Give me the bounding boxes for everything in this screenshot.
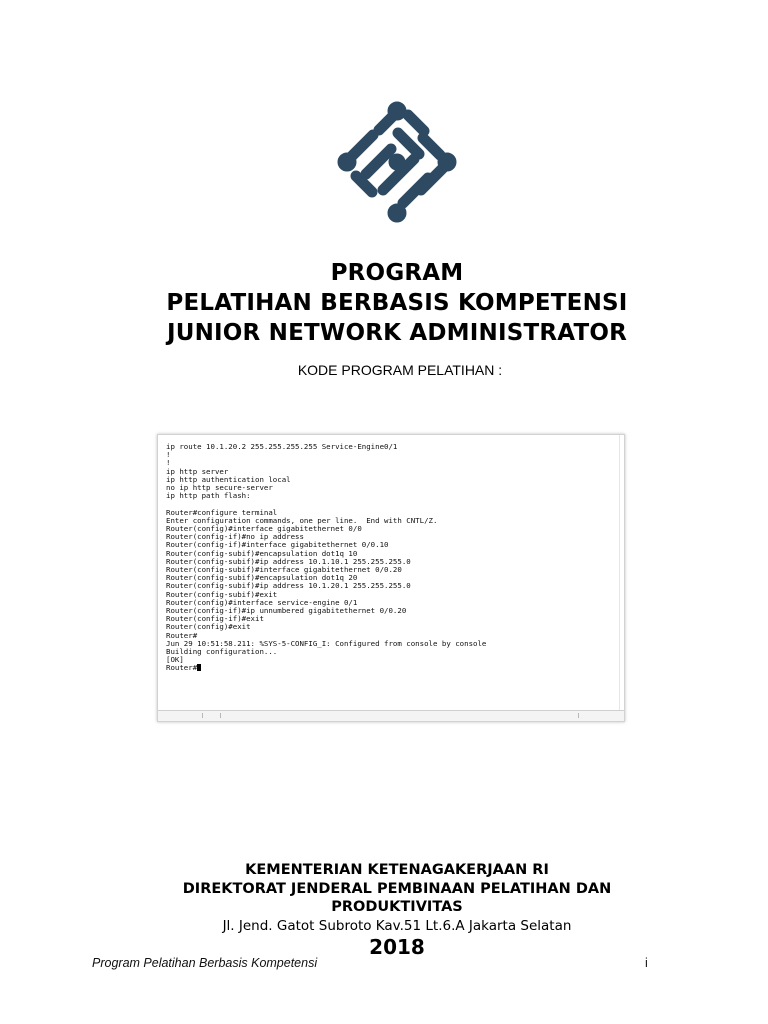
terminal-output <box>166 443 486 673</box>
terminal-line: Router(config-subif)#exit <box>166 589 278 599</box>
document-year: 2018 <box>369 935 425 959</box>
terminal-screenshot <box>157 434 625 722</box>
terminal-line: Enter configuration commands, one per line. End with CNTL/Z. <box>166 515 438 525</box>
terminal-line: [OK] <box>166 655 184 665</box>
terminal-line: ip http authentication local <box>166 474 291 484</box>
terminal-line: Router(config-subif)#interface gigabitethernet 0/0.20 <box>166 565 402 575</box>
ministry-address: Jl. Jend. Gatot Subroto Kav.51 Lt.6.A Jakarta Selatan <box>222 918 572 934</box>
terminal-prompt-line <box>166 664 486 672</box>
title-line-pelatihan: PELATIHAN BERBASIS KOMPETENSI <box>166 290 628 316</box>
terminal-line: Router# <box>166 630 198 640</box>
terminal-line: ip route 10.1.20.2 255.255.255.255 Service-Engine0/1 <box>166 442 398 451</box>
terminal-line: ! <box>166 458 171 468</box>
status-divider <box>220 713 221 718</box>
page-footer-title: Program Pelatihan Berbasis Kompetensi <box>92 956 318 970</box>
terminal-cursor <box>197 664 201 671</box>
terminal-line: Router(config)#exit <box>166 622 251 632</box>
status-divider <box>578 713 579 718</box>
terminal-line: Building configuration... <box>166 647 278 657</box>
terminal-line: Router(config-subif)#ip address 10.1.10.1 255.255.255.0 <box>166 556 411 566</box>
directorate-line1: DIREKTORAT JENDERAL PEMBINAAN PELATIHAN DAN <box>182 881 612 897</box>
title-line-program: PROGRAM <box>330 260 464 286</box>
terminal-line: Router(config-subif)#encapsulation dot1q 10 <box>166 548 358 558</box>
status-divider <box>202 713 203 718</box>
terminal-line: Jun 29 10:51:58.211: %SYS-5-CONFIG_I: Configured from console by console <box>166 638 487 648</box>
terminal-line: ip http server <box>166 466 229 476</box>
terminal-line: Router(config-if)#ip unnumbered gigabitethernet 0/0.20 <box>166 606 407 616</box>
terminal-prompt: Router# <box>166 663 198 673</box>
kode-program-label: KODE PROGRAM PELATIHAN : <box>297 362 503 378</box>
document-title <box>0 258 768 348</box>
terminal-line: Router(config)#interface service-engine 0/1 <box>166 597 358 607</box>
terminal-line: ! <box>166 450 171 460</box>
terminal-line: Router(config-if)#interface gigabitethernet 0/0.10 <box>166 540 389 550</box>
terminal-line: Router(config-if)#no ip address <box>166 532 304 542</box>
terminal-line: Router#configure terminal <box>166 507 278 517</box>
terminal-line: Router(config-if)#exit <box>166 614 264 624</box>
page-number: i <box>645 956 648 970</box>
terminal-status-bar <box>158 710 624 721</box>
terminal-line: Router(config)#interface gigabitethernet 0/0 <box>166 524 362 534</box>
terminal-line: Router(config-subif)#encapsulation dot1q 20 <box>166 573 358 583</box>
title-line-junior: JUNIOR NETWORK ADMINISTRATOR <box>166 320 628 346</box>
kemnaker-logo-icon <box>336 100 458 224</box>
ministry-name: KEMENTERIAN KETENAGAKERJAAN RI <box>245 862 549 878</box>
directorate-line2: PRODUKTIVITAS <box>331 899 463 915</box>
terminal-line: ip http path flash: <box>166 491 251 501</box>
terminal-line: Router(config-subif)#ip address 10.1.20.1 255.255.255.0 <box>166 581 411 591</box>
terminal-scrollbar <box>619 435 620 711</box>
terminal-line: no ip http secure-server <box>166 483 273 493</box>
